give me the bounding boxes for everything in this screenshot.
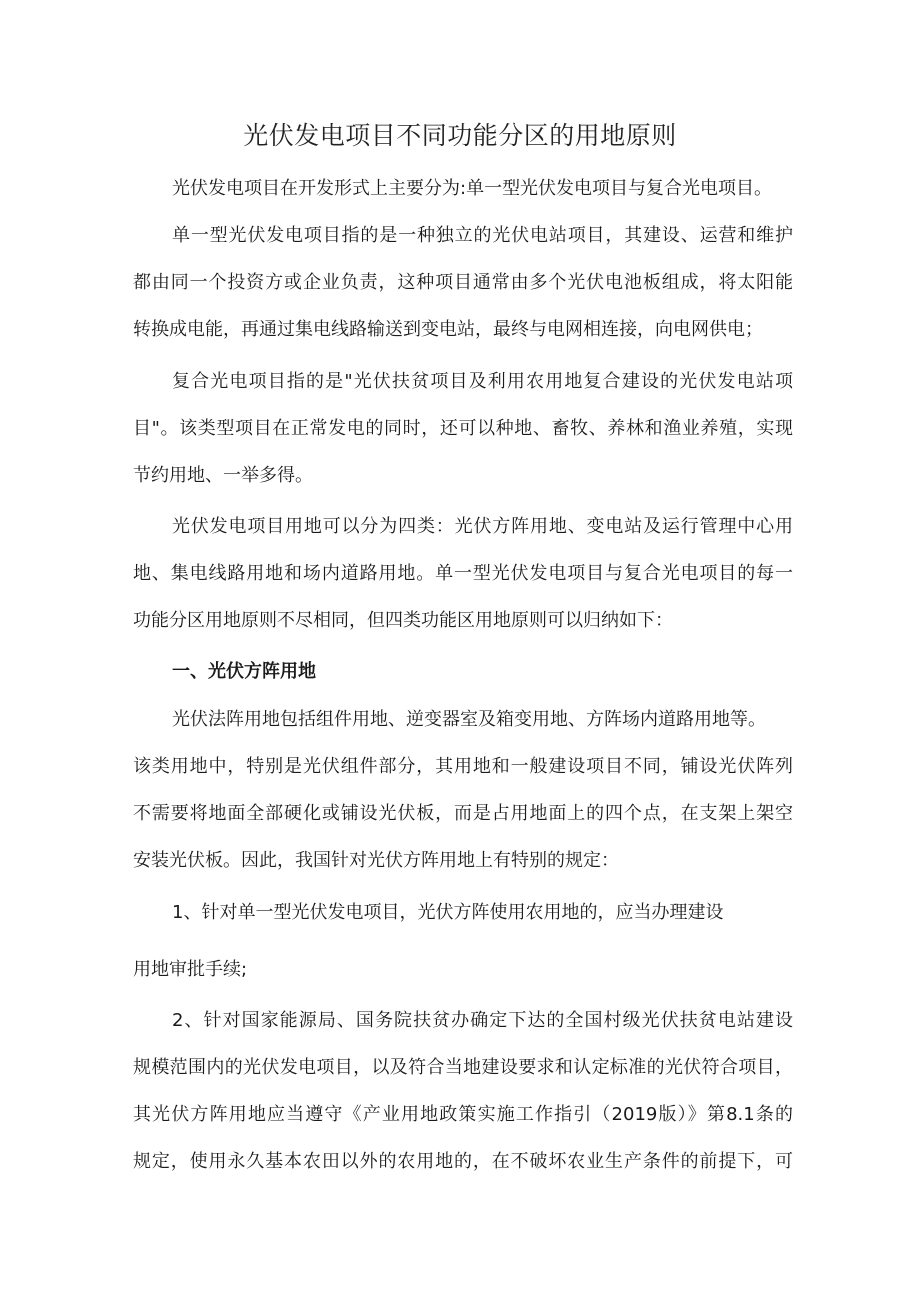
paragraph-line: 1、针对单一型光伏发电项目，光伏方阵使用农用地的，应当办理建设 bbox=[172, 902, 724, 923]
paragraph-line: 单一型光伏发电项目指的是一种独立的光伏电站项目，其建设、运营和维护 bbox=[172, 225, 793, 246]
paragraph-line: 转换成电能，再通过集电线路输送到变电站，最终与电网相连接，向电网供电； bbox=[133, 319, 763, 340]
paragraph-line: 光伏法阵用地包括组件用地、逆变器室及箱变用地、方阵场内道路用地等。 bbox=[172, 709, 766, 730]
section-heading: 一、光伏方阵用地 bbox=[172, 661, 316, 682]
paragraph-line: 安装光伏板。因此，我国针对光伏方阵用地上有特别的规定： bbox=[133, 850, 619, 871]
paragraph-line: 功能分区用地原则不尽相同，但四类功能区用地原则可以归纳如下： bbox=[133, 610, 673, 631]
paragraph-line: 不需要将地面全部硬化或铺设光伏板，而是占用地面上的四个点，在支架上架空 bbox=[133, 803, 793, 824]
paragraph-line: 光伏发电项目在开发形式上主要分为:单一型光伏发电项目与复合光电项目。 bbox=[172, 178, 773, 199]
paragraph-line: 复合光电项目指的是"光伏扶贫项目及利用农用地复合建设的光伏发电站项 bbox=[172, 371, 793, 392]
paragraph-line: 规定，使用永久基本农田以外的农用地的，在不破坏农业生产条件的前提下，可 bbox=[133, 1151, 793, 1172]
paragraph-line: 地、集电线路用地和场内道路用地。单一型光伏发电项目与复合光电项目的每一 bbox=[133, 563, 793, 584]
paragraph-line: 目"。该类型项目在正常发电的同时，还可以种地、畜牧、养林和渔业养殖，实现 bbox=[133, 418, 793, 439]
paragraph-line: 规模范围内的光伏发电项目，以及符合当地建设要求和认定标准的光伏符合项目， bbox=[133, 1057, 793, 1078]
document-title: 光伏发电项目不同功能分区的用地原则 bbox=[243, 121, 677, 150]
paragraph-line: 都由同一个投资方或企业负责，这种项目通常由多个光伏电池板组成，将太阳能 bbox=[133, 272, 793, 293]
paragraph-line: 该类用地中，特别是光伏组件部分，其用地和一般建设项目不同，铺设光伏阵列 bbox=[133, 756, 793, 777]
paragraph-line: 2、针对国家能源局、国务院扶贫办确定下达的全国村级光伏扶贫电站建设 bbox=[172, 1010, 793, 1031]
paragraph-line: 光伏发电项目用地可以分为四类：光伏方阵用地、变电站及运行管理中心用 bbox=[172, 516, 793, 537]
paragraph-line: 节约用地、一举多得。 bbox=[133, 465, 313, 486]
paragraph-line: 用地审批手续; bbox=[133, 959, 248, 980]
paragraph-line: 其光伏方阵用地应当遵守《产业用地政策实施工作指引（2019版）》第8.1条的 bbox=[133, 1104, 793, 1125]
